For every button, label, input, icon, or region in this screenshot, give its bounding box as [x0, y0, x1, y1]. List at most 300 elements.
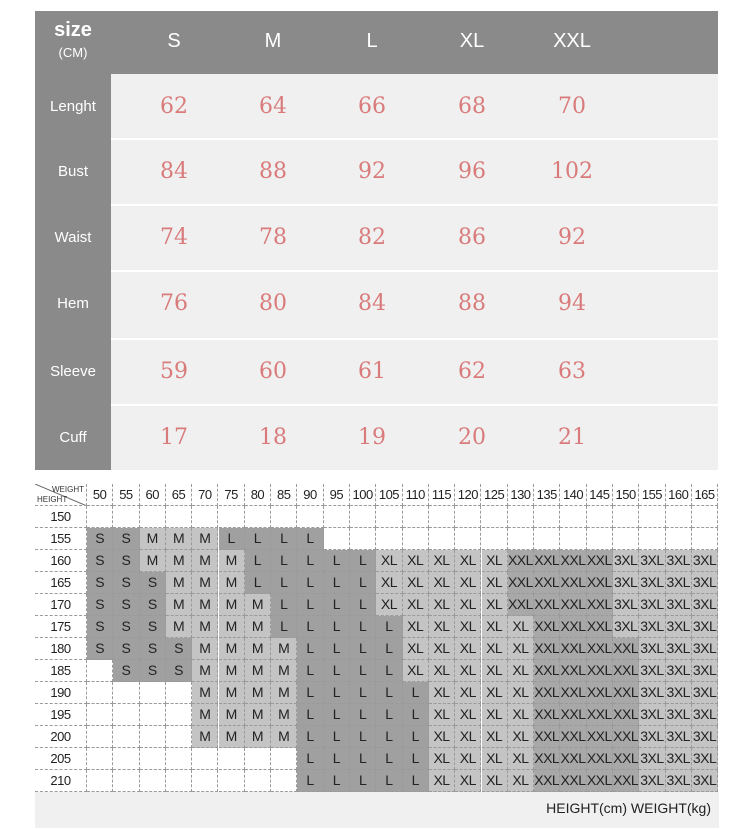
weight-header: 65 [166, 484, 192, 506]
size-cell: L [297, 594, 323, 616]
size-cell: XXL [534, 616, 560, 638]
size-cell: XXL [587, 748, 613, 770]
row-label-bust: Bust [57, 163, 88, 180]
size-cell: XXL [534, 594, 560, 616]
size-cell: L [324, 550, 350, 572]
measurement-value: 102 [551, 159, 593, 184]
grid-corner [35, 484, 87, 506]
size-cell: XXL [587, 770, 613, 792]
size-cell: XL [455, 638, 481, 660]
measurement-value: 78 [259, 225, 287, 250]
size-cell: XL [455, 726, 481, 748]
size-cell: XL [508, 660, 534, 682]
size-cell: XXL [587, 660, 613, 682]
size-cell: XXL [587, 616, 613, 638]
size-cell [587, 506, 613, 528]
size-cell: L [350, 616, 376, 638]
size-cell: 3XL [692, 550, 718, 572]
size-cell: XXL [560, 572, 586, 594]
row-separator [111, 338, 718, 340]
size-cell: L [324, 616, 350, 638]
measurement-value: 84 [358, 291, 386, 316]
size-cell: 3XL [613, 616, 639, 638]
size-cell: XXL [534, 704, 560, 726]
measurement-value: 17 [160, 425, 188, 450]
size-cell [113, 506, 139, 528]
measurement-value: 64 [259, 94, 287, 119]
size-cell: M [271, 704, 297, 726]
size-cell: L [350, 770, 376, 792]
size-cell: L [376, 660, 402, 682]
size-cell: L [324, 594, 350, 616]
size-cell: XXL [613, 770, 639, 792]
size-cell [534, 528, 560, 550]
size-cell: S [140, 660, 166, 682]
size-cell [87, 704, 113, 726]
size-cell [666, 528, 692, 550]
size-cell: S [87, 616, 113, 638]
size-cell: M [192, 660, 218, 682]
size-cell: XL [455, 748, 481, 770]
measurement-value: 68 [458, 94, 486, 119]
size-cell: XXL [508, 550, 534, 572]
size-cell [87, 682, 113, 704]
size-cell: XXL [534, 748, 560, 770]
size-cell: 3XL [639, 770, 665, 792]
size-cell: XL [376, 572, 402, 594]
size-cell: S [140, 638, 166, 660]
size-cell: S [87, 528, 113, 550]
size-cell: XL [455, 682, 481, 704]
size-cell: L [297, 704, 323, 726]
size-cell: XXL [534, 638, 560, 660]
size-cell: L [297, 638, 323, 660]
size-cell: 3XL [692, 616, 718, 638]
size-cell: XL [508, 770, 534, 792]
size-cell: 3XL [666, 594, 692, 616]
weight-header: 105 [376, 484, 402, 506]
size-cell [560, 506, 586, 528]
size-cell: XL [482, 594, 508, 616]
size-cell: M [166, 594, 192, 616]
size-cell: XL [482, 638, 508, 660]
size-cell [639, 528, 665, 550]
size-cell: 3XL [639, 616, 665, 638]
row-label-waist: Waist [54, 229, 92, 246]
row-label-cuff: Cuff [59, 429, 87, 446]
size-cell: 3XL [666, 638, 692, 660]
size-cell: M [271, 682, 297, 704]
size-cell: XXL [534, 726, 560, 748]
size-cell: 3XL [692, 682, 718, 704]
weight-header: 80 [245, 484, 271, 506]
size-cell: M [166, 550, 192, 572]
weight-header: 155 [639, 484, 665, 506]
size-cell [166, 506, 192, 528]
size-cell [166, 748, 192, 770]
measurement-value: 21 [558, 425, 586, 450]
size-cell: XXL [534, 770, 560, 792]
height-header: 155 [35, 528, 87, 550]
size-cell: L [376, 638, 402, 660]
size-cell [219, 506, 245, 528]
size-cell: 3XL [666, 660, 692, 682]
height-header: 160 [35, 550, 87, 572]
corner-height-label: HEIGHT [37, 495, 68, 504]
grid-caption-bar [35, 792, 719, 828]
size-cell: XXL [613, 748, 639, 770]
size-col-xl: XL [459, 30, 485, 52]
size-cell: XL [508, 748, 534, 770]
size-cell: XL [508, 682, 534, 704]
size-cell: L [403, 704, 429, 726]
size-cell: S [87, 550, 113, 572]
size-cell: 3XL [639, 594, 665, 616]
size-cell [560, 528, 586, 550]
size-cell: XL [482, 770, 508, 792]
size-cell [403, 528, 429, 550]
size-cell: 3XL [666, 748, 692, 770]
measurement-value: 82 [358, 225, 386, 250]
size-cell: 3XL [666, 616, 692, 638]
weight-header: 110 [403, 484, 429, 506]
size-cell: M [219, 616, 245, 638]
size-cell: XXL [534, 572, 560, 594]
size-cell: XXL [587, 550, 613, 572]
height-header: 150 [35, 506, 87, 528]
size-cell: L [297, 770, 323, 792]
size-cell: 3XL [666, 682, 692, 704]
size-cell: XL [403, 638, 429, 660]
measurement-value: 88 [259, 159, 287, 184]
size-cell [113, 748, 139, 770]
size-header-bar [35, 11, 718, 74]
size-cell: L [271, 550, 297, 572]
size-cell [87, 726, 113, 748]
measurement-value: 76 [160, 291, 188, 316]
size-cell: M [140, 528, 166, 550]
height-header: 200 [35, 726, 87, 748]
size-col-l: L [366, 30, 378, 52]
size-cell [140, 748, 166, 770]
measurement-value: 62 [160, 94, 188, 119]
size-cell: L [403, 726, 429, 748]
size-cell: L [245, 528, 271, 550]
size-cell: S [166, 638, 192, 660]
size-cell: XL [429, 704, 455, 726]
size-cell [166, 704, 192, 726]
height-header: 170 [35, 594, 87, 616]
row-label-column [35, 74, 111, 470]
size-cell [192, 748, 218, 770]
height-header: 190 [35, 682, 87, 704]
size-cell [482, 506, 508, 528]
size-cell: L [350, 594, 376, 616]
size-cell: L [350, 682, 376, 704]
size-cell: XL [429, 638, 455, 660]
size-cell: XL [455, 770, 481, 792]
size-cell: L [324, 572, 350, 594]
size-cell [692, 506, 718, 528]
measurement-value: 84 [160, 159, 188, 184]
size-cell: L [376, 704, 402, 726]
size-cell [113, 682, 139, 704]
size-cell: XXL [560, 550, 586, 572]
size-cell [166, 770, 192, 792]
size-cell: M [166, 616, 192, 638]
size-cell: XXL [587, 704, 613, 726]
size-cell [692, 528, 718, 550]
measurement-value: 88 [458, 291, 486, 316]
size-cell [403, 506, 429, 528]
weight-header: 115 [429, 484, 455, 506]
size-cell [350, 528, 376, 550]
size-cell [666, 506, 692, 528]
size-cell: XL [429, 682, 455, 704]
size-cell: XXL [508, 594, 534, 616]
size-cell: XL [429, 616, 455, 638]
size-cell: L [271, 594, 297, 616]
size-cell: XL [455, 550, 481, 572]
size-cell: XL [482, 572, 508, 594]
size-cell: 3XL [639, 550, 665, 572]
size-cell: XL [482, 682, 508, 704]
size-cell: XXL [560, 616, 586, 638]
size-cell: XXL [508, 572, 534, 594]
weight-header: 100 [350, 484, 376, 506]
size-cell [534, 506, 560, 528]
row-separator [111, 138, 718, 140]
size-cell: XL [376, 594, 402, 616]
weight-header: 50 [87, 484, 113, 506]
row-separator [111, 270, 718, 272]
size-cell: L [324, 704, 350, 726]
measurement-value: 74 [160, 225, 188, 250]
size-col-m: M [264, 30, 282, 52]
size-cell [271, 770, 297, 792]
size-cell [271, 748, 297, 770]
size-cell: M [219, 550, 245, 572]
corner-unit-label: (CM) [58, 45, 88, 60]
size-cell [113, 704, 139, 726]
size-cell: M [192, 704, 218, 726]
size-cell: 3XL [639, 660, 665, 682]
size-cell: 3XL [692, 572, 718, 594]
size-cell: L [297, 726, 323, 748]
size-cell: L [376, 748, 402, 770]
size-cell: XL [482, 726, 508, 748]
size-cell [245, 748, 271, 770]
size-cell [140, 726, 166, 748]
size-cell [87, 770, 113, 792]
size-cell: S [113, 572, 139, 594]
measurement-value: 20 [458, 425, 486, 450]
size-cell: L [376, 616, 402, 638]
size-cell: M [192, 638, 218, 660]
size-cell: M [166, 572, 192, 594]
measurement-value: 86 [458, 225, 486, 250]
size-cell: 3XL [639, 638, 665, 660]
size-cell [508, 528, 534, 550]
weight-header: 85 [271, 484, 297, 506]
measurement-value: 92 [558, 225, 586, 250]
size-cell: 3XL [613, 572, 639, 594]
size-cell: XL [482, 704, 508, 726]
size-cell: L [324, 638, 350, 660]
size-cell [219, 748, 245, 770]
grid-caption: HEIGHT(cm) WEIGHT(kg) [546, 800, 711, 816]
size-cell: XL [455, 660, 481, 682]
size-cell: S [87, 638, 113, 660]
size-cell: L [219, 528, 245, 550]
size-cell: XL [508, 638, 534, 660]
size-cell: XL [429, 550, 455, 572]
size-cell: M [219, 594, 245, 616]
size-cell: XL [482, 550, 508, 572]
weight-header: 125 [482, 484, 508, 506]
size-cell: M [245, 660, 271, 682]
size-cell: L [297, 682, 323, 704]
size-cell: M [192, 616, 218, 638]
weight-header: 90 [297, 484, 323, 506]
size-cell: M [219, 638, 245, 660]
weight-header: 95 [324, 484, 350, 506]
size-cell: XL [455, 704, 481, 726]
size-cell [639, 506, 665, 528]
size-cell: S [113, 550, 139, 572]
size-cell: L [403, 770, 429, 792]
size-cell: M [245, 638, 271, 660]
size-cell: XL [403, 550, 429, 572]
size-cell [324, 506, 350, 528]
size-cell [140, 506, 166, 528]
size-cell: L [350, 660, 376, 682]
size-cell: XL [508, 704, 534, 726]
size-cell: M [245, 726, 271, 748]
size-cell: XXL [560, 638, 586, 660]
weight-header: 135 [534, 484, 560, 506]
size-cell: XXL [587, 594, 613, 616]
size-cell: L [297, 616, 323, 638]
size-cell: XL [455, 616, 481, 638]
size-cell [508, 506, 534, 528]
size-cell: M [245, 704, 271, 726]
weight-header: 165 [692, 484, 718, 506]
size-cell [613, 506, 639, 528]
size-col-xxl: XXL [553, 30, 591, 52]
size-cell: S [113, 638, 139, 660]
weight-header: 55 [113, 484, 139, 506]
size-cell [166, 726, 192, 748]
size-cell: L [403, 682, 429, 704]
size-cell: S [87, 572, 113, 594]
size-cell [87, 748, 113, 770]
size-cell: 3XL [639, 572, 665, 594]
row-label-hem: Hem [57, 295, 89, 312]
size-cell: XXL [613, 682, 639, 704]
size-cell: L [376, 682, 402, 704]
size-cell: M [219, 660, 245, 682]
height-header: 175 [35, 616, 87, 638]
size-cell [140, 704, 166, 726]
size-cell: M [140, 550, 166, 572]
size-cell: L [324, 682, 350, 704]
size-cell: L [271, 572, 297, 594]
size-cell: XXL [534, 550, 560, 572]
size-cell: M [245, 682, 271, 704]
size-cell: 3XL [613, 594, 639, 616]
size-cell [113, 770, 139, 792]
size-cell: S [113, 660, 139, 682]
size-cell: L [245, 572, 271, 594]
size-cell: XXL [560, 660, 586, 682]
row-label-sleeve: Sleeve [50, 363, 96, 380]
size-cell: XL [376, 550, 402, 572]
measurement-value: 70 [558, 94, 586, 119]
height-header: 210 [35, 770, 87, 792]
size-cell [429, 528, 455, 550]
size-cell: 3XL [666, 550, 692, 572]
row-separator [111, 204, 718, 206]
size-cell: 3XL [666, 572, 692, 594]
weight-header: 70 [192, 484, 218, 506]
weight-header: 120 [455, 484, 481, 506]
size-cell: L [324, 748, 350, 770]
size-cell: XL [429, 748, 455, 770]
size-cell [113, 726, 139, 748]
weight-header: 75 [219, 484, 245, 506]
size-cell: XXL [587, 572, 613, 594]
weight-height-grid [35, 484, 719, 792]
size-cell [455, 506, 481, 528]
size-cell [192, 770, 218, 792]
size-cell: L [297, 572, 323, 594]
size-cell: M [271, 638, 297, 660]
size-cell [482, 528, 508, 550]
size-cell [324, 528, 350, 550]
size-cell: XL [482, 616, 508, 638]
size-cell: XXL [534, 660, 560, 682]
size-cell [192, 506, 218, 528]
size-cell [429, 506, 455, 528]
size-cell: S [113, 528, 139, 550]
size-cell [245, 770, 271, 792]
size-cell: 3XL [613, 550, 639, 572]
size-cell: M [271, 660, 297, 682]
size-cell: L [271, 528, 297, 550]
size-cell [87, 660, 113, 682]
size-cell: 3XL [639, 704, 665, 726]
size-cell: L [297, 550, 323, 572]
row-separator [111, 404, 718, 406]
size-cell: M [245, 594, 271, 616]
size-cell: L [245, 550, 271, 572]
size-cell: XXL [560, 682, 586, 704]
size-cell: M [219, 704, 245, 726]
size-cell: L [350, 638, 376, 660]
size-cell: L [297, 660, 323, 682]
size-cell: S [113, 616, 139, 638]
size-cell: M [192, 594, 218, 616]
size-cell [271, 506, 297, 528]
weight-header: 150 [613, 484, 639, 506]
size-cell [376, 506, 402, 528]
size-cell [350, 506, 376, 528]
height-header: 180 [35, 638, 87, 660]
size-cell: M [166, 528, 192, 550]
size-cell: XL [429, 572, 455, 594]
size-cell: XXL [560, 594, 586, 616]
